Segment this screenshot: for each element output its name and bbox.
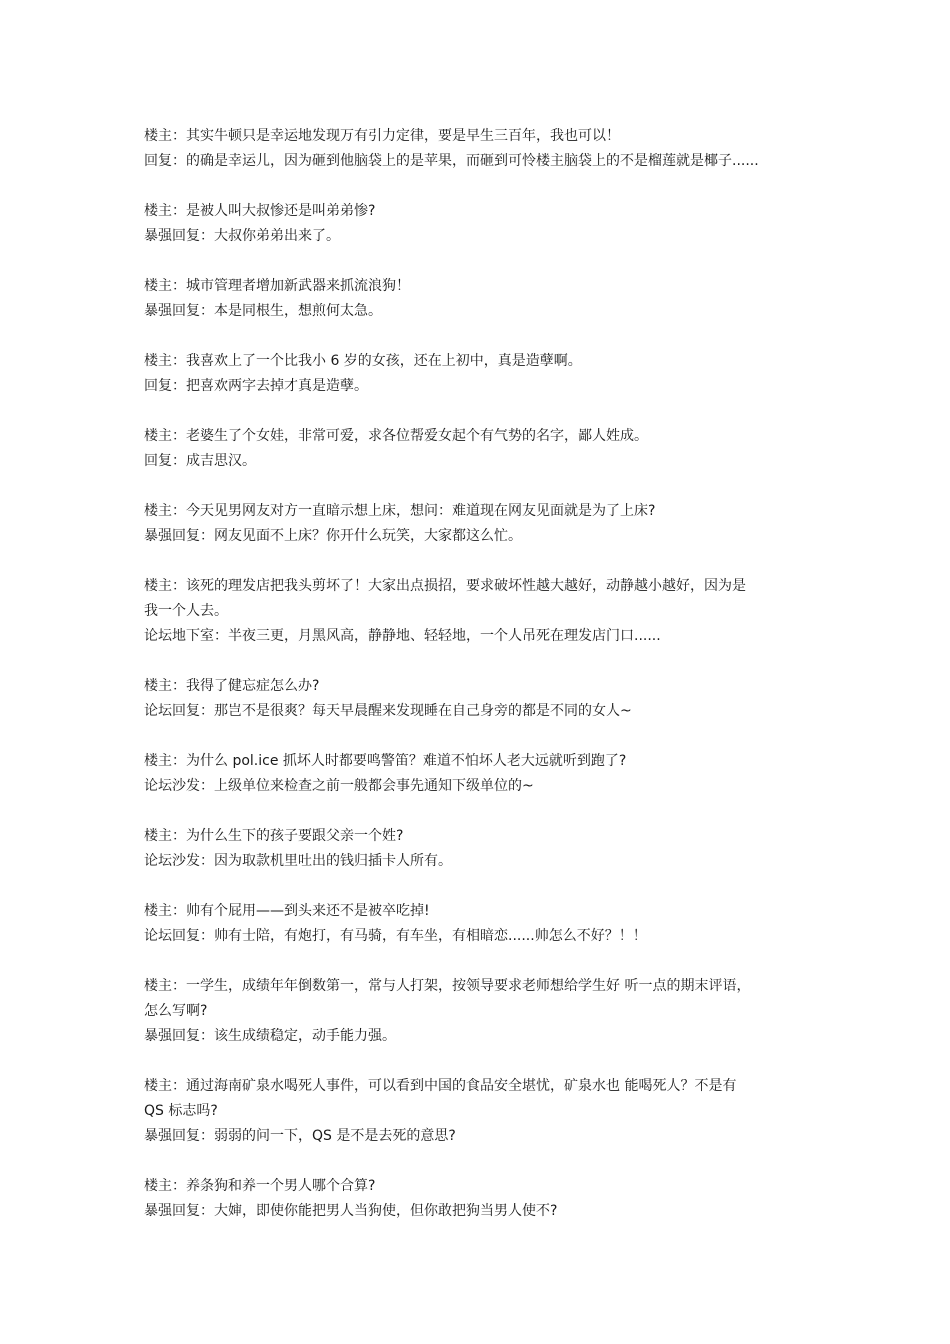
post-question: 楼主：我得了健忘症怎么办?	[144, 678, 320, 694]
post-question: 楼主：城市管理者增加新武器来抓流浪狗！	[144, 278, 410, 294]
post-question: 楼主：帅有个屁用——到头来还不是被卒吃掉!	[144, 903, 430, 919]
post-entry	[144, 899, 816, 949]
post-reply: 暴强回复：本是同根生，想煎何太急。	[144, 303, 382, 319]
post-question: 楼主：老婆生了个女娃，非常可爱，求各位帮爱女起个有气势的名字，鄙人姓成。	[144, 428, 648, 444]
post-question-continued: 怎么写啊?	[144, 1003, 208, 1019]
post-entry	[144, 124, 816, 174]
document-page	[144, 124, 816, 1249]
post-entry	[144, 199, 816, 249]
post-entry	[144, 574, 816, 649]
post-entry	[144, 274, 816, 324]
post-question-continued: 我一个人去。	[144, 603, 228, 619]
post-entry	[144, 499, 816, 549]
post-entry	[144, 1174, 816, 1224]
post-entry	[144, 974, 816, 1049]
post-question-continued: QS 标志吗?	[144, 1103, 218, 1119]
post-question: 楼主：通过海南矿泉水喝死人事件，可以看到中国的食品安全堪忧，矿泉水也 能喝死人？不是有	[144, 1078, 737, 1094]
post-entry	[144, 749, 816, 799]
post-reply: 论坛回复：帅有士陪，有炮打，有马骑，有车坐，有相暗恋......帅怎么不好？！！	[144, 928, 647, 944]
post-question: 楼主：该死的理发店把我头剪坏了！大家出点损招，要求破坏性越大越好，动静越小越好，因为是	[144, 578, 746, 594]
post-entry	[144, 1074, 816, 1149]
post-reply: 暴强回复：弱弱的问一下，QS 是不是去死的意思?	[144, 1128, 456, 1144]
post-reply: 论坛沙发：因为取款机里吐出的钱归插卡人所有。	[144, 853, 452, 869]
post-reply: 暴强回复：大叔你弟弟出来了。	[144, 228, 340, 244]
post-question: 楼主：一学生，成绩年年倒数第一，常与人打架，按领导要求老师想给学生好 听一点的期末评语，	[144, 978, 751, 994]
post-reply: 回复：的确是幸运儿，因为砸到他脑袋上的是苹果，而砸到可怜楼主脑袋上的不是榴莲就是椰子......	[144, 153, 759, 169]
post-question: 楼主：为什么 pol.ice 抓坏人时都要鸣警笛？难道不怕坏人老大远就听到跑了?	[144, 753, 627, 769]
post-question: 楼主：为什么生下的孩子要跟父亲一个姓?	[144, 828, 404, 844]
post-question: 楼主：我喜欢上了一个比我小 6 岁的女孩，还在上初中，真是造孽啊。	[144, 353, 582, 369]
post-reply: 论坛回复：那岂不是很爽？每天早晨醒来发现睡在自己身旁的都是不同的女人~	[144, 703, 632, 719]
post-reply: 暴强回复：大婶，即使你能把男人当狗使，但你敢把狗当男人使不?	[144, 1203, 558, 1219]
post-question: 楼主：是被人叫大叔惨还是叫弟弟惨?	[144, 203, 376, 219]
post-reply: 论坛地下室：半夜三更，月黑风高，静静地、轻轻地，一个人吊死在理发店门口......	[144, 628, 661, 644]
post-reply: 回复：成吉思汉。	[144, 453, 256, 469]
post-entry	[144, 824, 816, 874]
post-reply: 暴强回复：该生成绩稳定，动手能力强。	[144, 1028, 396, 1044]
post-question: 楼主：养条狗和养一个男人哪个合算?	[144, 1178, 376, 1194]
post-entry	[144, 424, 816, 474]
post-question: 楼主：今天见男网友对方一直暗示想上床，想问：难道现在网友见面就是为了上床?	[144, 503, 656, 519]
post-reply: 论坛沙发：上级单位来检查之前一般都会事先通知下级单位的~	[144, 778, 534, 794]
post-reply: 回复：把喜欢两字去掉才真是造孽。	[144, 378, 368, 394]
post-entry	[144, 349, 816, 399]
post-reply: 暴强回复：网友见面不上床？你开什么玩笑，大家都这么忙。	[144, 528, 522, 544]
post-question: 楼主：其实牛顿只是幸运地发现万有引力定律，要是早生三百年，我也可以！	[144, 128, 620, 144]
post-entry	[144, 674, 816, 724]
